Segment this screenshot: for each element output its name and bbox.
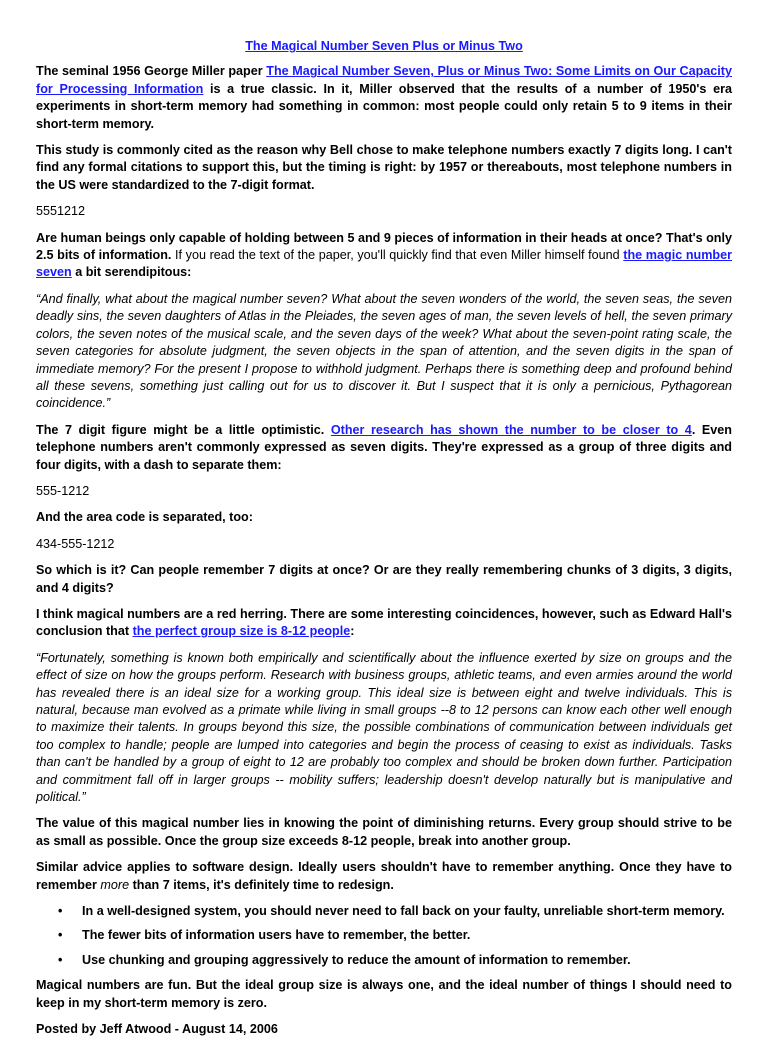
intro-text-a: The seminal 1956 George Miller paper [36, 64, 267, 79]
paragraph-which: So which is it? Can people remember 7 digits at once? Or are they really remembering chunks of 3 digits, 3 digits, and 4 digits? [36, 563, 732, 595]
bits-text-a: Are human beings only capable of holding between 5 and 9 pieces of information in their heads at once? That's only 2.5 bits of information. [36, 230, 732, 263]
herring-text-b: : [350, 624, 355, 639]
paragraph-area-code: And the area code is separated, too: [36, 510, 253, 525]
page-title [36, 38, 732, 55]
document-page [36, 0, 732, 1039]
paragraph-conclusion: Magical numbers are fun. But the ideal group size is always one, and the ideal number of things I should need to keep in my short-term memory is zero. [36, 978, 732, 1010]
software-text-a: Similar advice applies to software design. Ideally users shouldn't have to remember anything. Once they have to remember [36, 860, 732, 892]
paragraph-red-herring [36, 606, 732, 641]
phone-number-7digit: 5551212 [36, 204, 86, 219]
software-emphasis: more [100, 877, 130, 892]
herring-text-a: I think magical numbers are a red herring. There are some interesting coincidences, however, such as Edward Hall's conclusion that [36, 606, 732, 639]
intro-text-b: is a true classic. In it, Miller observed that the results of a number of 1950's era experiments in short-term memory had something in common: most people could only retain 5 to 9 items in their short-term memory. [36, 81, 732, 131]
hall-quote: “Fortunately, something is known both empirically and scientifically about the influence exerted by size on groups and the effect of size on how the groups perform. Research with business groups, athletic teams, and even armies around the world has revealed there is an ideal size for a working group. This ideal size is between eight and twelve individuals. This is natural, because man evolved as a primate while living in small groups --8 to 12 persons can know each other well enough to maximize their talents. In groups beyond this size, the possible combinations of communication between individuals get too complex to handle; people are lumped into categories and begin the process of ceasing to exist as individuals. Tasks than can't be handled by a group of eight to 12 are probably too complex and should be broken down further. Participation and commitment fall off in larger groups -- mobility suffers; leadership doesn't develop naturally but is manipulative and political.” [36, 650, 732, 805]
research-link[interactable]: Other research has shown the number to be closer to 4 [330, 422, 692, 437]
paragraph-bits [36, 230, 732, 282]
list-item: • The fewer bits of information users have to remember, the better. [82, 927, 732, 944]
optimistic-text-b: . Even telephone numbers aren't commonly expressed as seven digits. They're expressed as a group of three digits and four digits, with a dash to separate them: [36, 422, 732, 472]
advice-list [36, 903, 732, 969]
phone-number-dashed: 555-1212 [36, 483, 90, 498]
bits-text-b: If you read the text of the paper, you'll quickly find that even Miller himself found [175, 248, 624, 263]
optimistic-text-a: The 7 digit figure might be a little optimistic. [36, 422, 331, 437]
paragraph-diminishing: The value of this magical number lies in knowing the point of diminishing returns. Every group should strive to be as small as possible. Once the group size exceeds 8-12 people, break into another group. [36, 816, 732, 848]
paragraph-software [36, 859, 732, 894]
title-link[interactable]: The Magical Number Seven Plus or Minus Two [245, 39, 523, 53]
miller-quote: “And finally, what about the magical number seven? What about the seven wonders of the world, the seven seas, the seven deadly sins, the seven daughters of Atlas in the Pleiades, the seven ages of man, the seven levels of hell, the seven primary colors, the seven notes of the musical scale, and the seven days of the week? What about the seven-point rating scale, the seven categories for absolute judgment, the seven objects in the span of attention, and the seven digits in the span of immediate memory? For the present I propose to withhold judgment. Perhaps there is something deep and profound behind all these sevens, something just calling out for us to discover it. But I suspect that it is only a pernicious, Pythagorean coincidence.” [36, 291, 732, 411]
bits-text-c: a bit serendipitous: [71, 265, 192, 280]
paragraph-intro [36, 63, 732, 133]
paragraph-bell: This study is commonly cited as the reason why Bell chose to make telephone numbers exactly 7 digits long. I can't find any formal citations to support this, but the timing is right: by 1957 or thereabouts, most telephone numbers in the US were standardized to the 7-digit format. [36, 143, 732, 192]
phone-number-full: 434-555-1212 [36, 536, 115, 551]
byline: Posted by Jeff Atwood - August 14, 2006 [36, 1022, 278, 1037]
paragraph-optimistic [36, 422, 732, 474]
miller-paper-link[interactable]: The Magical Number Seven, Plus or Minus Two: Some Limits on Our Capacity for Processing Information [36, 64, 733, 96]
magic-number-link[interactable]: the magic number seven [36, 248, 732, 280]
list-item: • In a well-designed system, you should never need to fall back on your faulty, unreliable short-term memory. [82, 903, 732, 920]
list-item: • Use chunking and grouping aggressively to reduce the amount of information to remember. [82, 952, 732, 969]
software-text-b: than 7 items, it's definitely time to redesign. [129, 877, 394, 892]
group-size-link[interactable]: the perfect group size is 8-12 people [132, 624, 351, 639]
